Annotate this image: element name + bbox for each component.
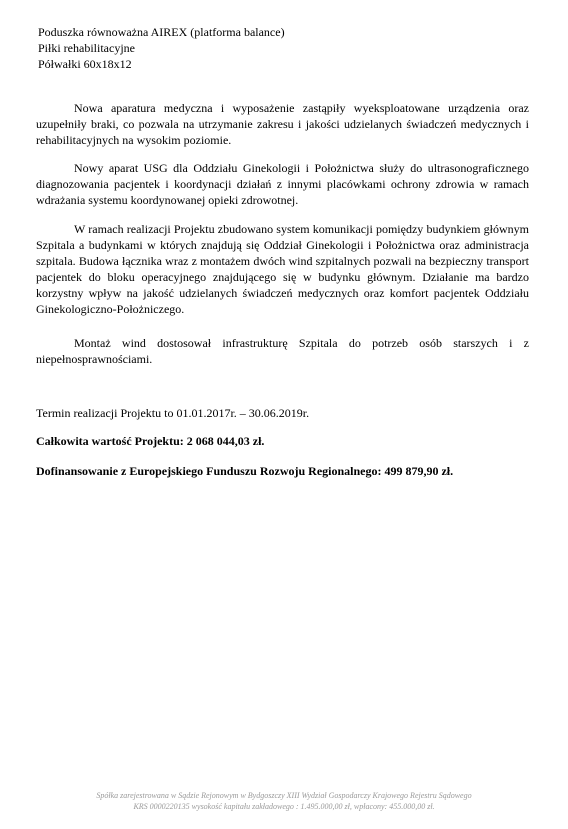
project-term: Termin realizacji Projektu to 01.01.2017r. – 30.06.2019r. xyxy=(36,406,310,420)
list-item: Piłki rehabilitacyjne xyxy=(38,41,135,55)
page-footer xyxy=(0,790,568,812)
footer-line: Spółka zarejestrowana w Sądzie Rejonowym w Bydgoszczy XIII Wydział Gospodarczy Krajowego Rejestru Sądowego xyxy=(96,791,472,800)
footer-line: KRS 0000220135 wysokość kapitału zakładowego : 1.495.000,00 zł, wpłacony: 455.000,00 zł. xyxy=(133,802,435,811)
project-cofunding: Dofinansowanie z Europejskiego Funduszu Rozwoju Regionalnego: 499 879,90 zł. xyxy=(36,464,454,478)
paragraph-elevators: Montaż wind dostosował infrastrukturę Szpitala do potrzeb osób starszych i z niepełnosprawnościami. xyxy=(36,336,529,366)
list-item: Poduszka równoważna AIREX (platforma balance) xyxy=(38,25,285,39)
project-total-value: Całkowita wartość Projektu: 2 068 044,03 zł. xyxy=(36,434,265,448)
paragraph-equipment: Nowa aparatura medyczna i wyposażenie zastąpiły wyeksploatowane urządzenia oraz uzupełniły braki, co pozwala na utrzymanie zakresu i jakości udzielanych świadczeń medycznych i rehabilitacyjnych na wysokim poziomie. xyxy=(36,101,529,147)
equipment-list xyxy=(38,24,285,72)
list-item: Półwałki 60x18x12 xyxy=(38,57,132,71)
paragraph-communication-system: W ramach realizacji Projektu zbudowano system komunikacji pomiędzy budynkiem głównym Szpitala a budynkami w których znajdują się Oddział Ginekologii i Położnictwa oraz administracja szpitala. Budowa łącznika wraz z montażem dwóch wind szpitalnych pozwali na bezpieczny transport pacjentek do bloku operacyjnego znajdującego się w budynku głównym. Działanie ma bardzo korzystny wpływ na jakość udzielanych świadczeń medycznych oraz komfort pacjentek Oddziału Ginekologiczno-Położniczego. xyxy=(36,222,529,316)
paragraph-usg: Nowy aparat USG dla Oddziału Ginekologii i Położnictwa służy do ultrasonograficznego diagnozowania pacjentek i koordynacji działań z innymi placówkami ochrony zdrowia w ramach wdrażania systemu koordynowanej opieki zdrowotnej. xyxy=(36,161,529,207)
